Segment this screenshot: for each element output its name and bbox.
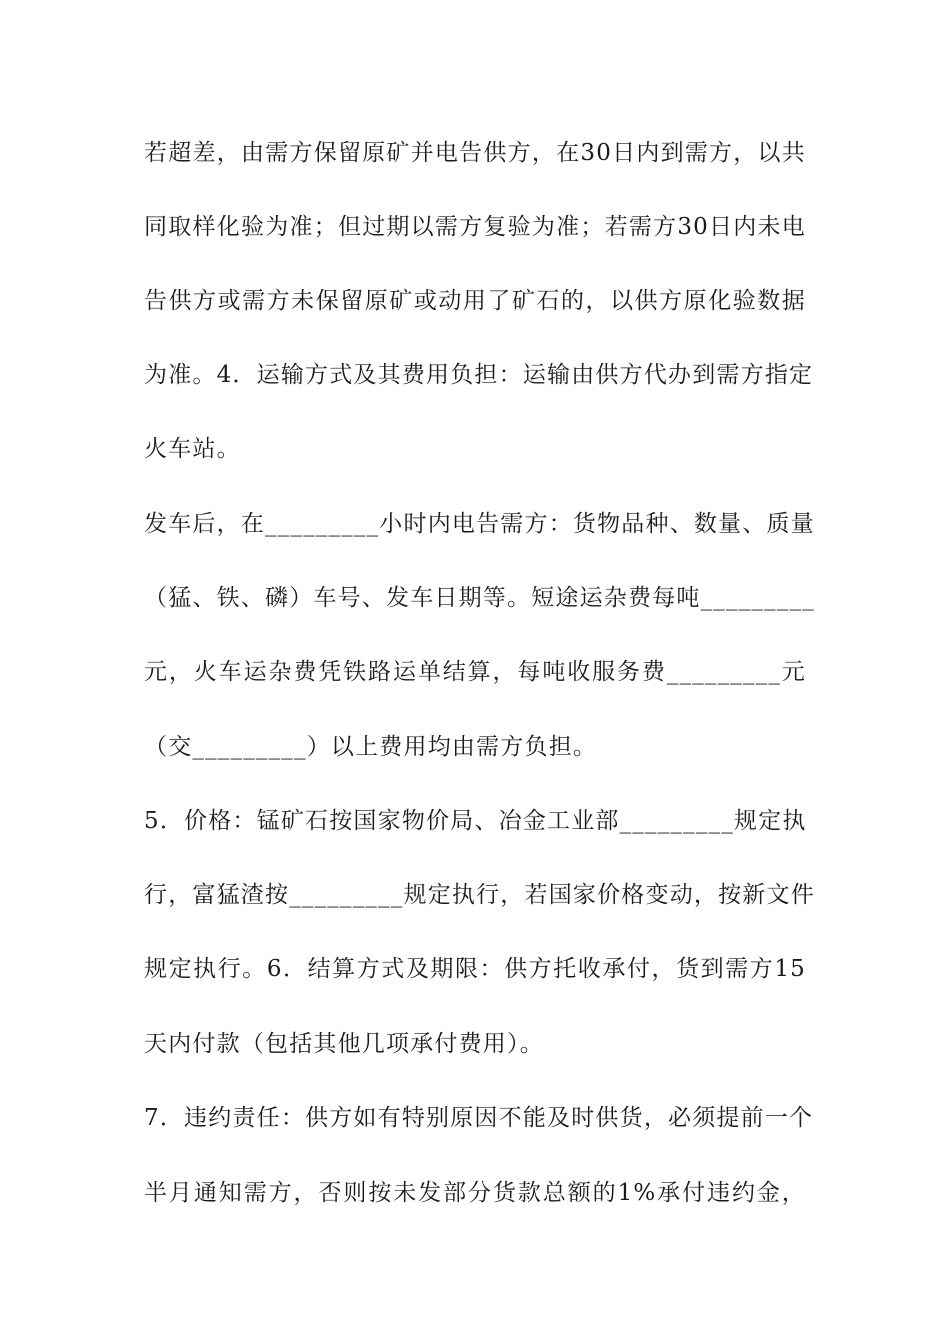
text-line: 元，火车运杂费凭铁路运单结算，每吨收服务费_________元 <box>144 659 806 685</box>
text-line: 天内付款（包括其他几项承付费用）。 <box>144 1031 544 1057</box>
text-line: 5．价格：锰矿石按国家物价局、冶金工业部_________规定执 <box>144 808 807 834</box>
text-line: 若超差，由需方保留原矿并电告供方，在30日内到需方，以共 <box>144 140 806 166</box>
text-line: 告供方或需方未保留原矿或动用了矿石的，以供方原化验数据 <box>144 288 806 314</box>
text-line: 行，富猛渣按_________规定执行，若国家价格变动，按新文件 <box>144 882 815 908</box>
text-line: （交_________）以上费用均由需方负担。 <box>144 734 598 760</box>
text-line: 7．违约责任：供方如有特别原因不能及时供货，必须提前一个 <box>144 1105 814 1131</box>
text-line: （猛、铁、磷）车号、发车日期等。短途运杂费每吨_________ <box>144 585 815 611</box>
text-line: 火车站。 <box>144 436 241 462</box>
text-line: 为准。4．运输方式及其费用负担：运输由供方代办到需方指定 <box>144 362 814 388</box>
text-line: 半月通知需方，否则按未发部分货款总额的1%承付违约金， <box>144 1180 806 1206</box>
text-line: 同取样化验为准；但过期以需方复验为准；若需方30日内未电 <box>144 214 806 240</box>
text-line: 规定执行。6．结算方式及期限：供方托收承付，货到需方15 <box>144 956 806 982</box>
text-line: 发车后，在_________小时内电告需方：货物品种、数量、质量 <box>144 511 815 537</box>
